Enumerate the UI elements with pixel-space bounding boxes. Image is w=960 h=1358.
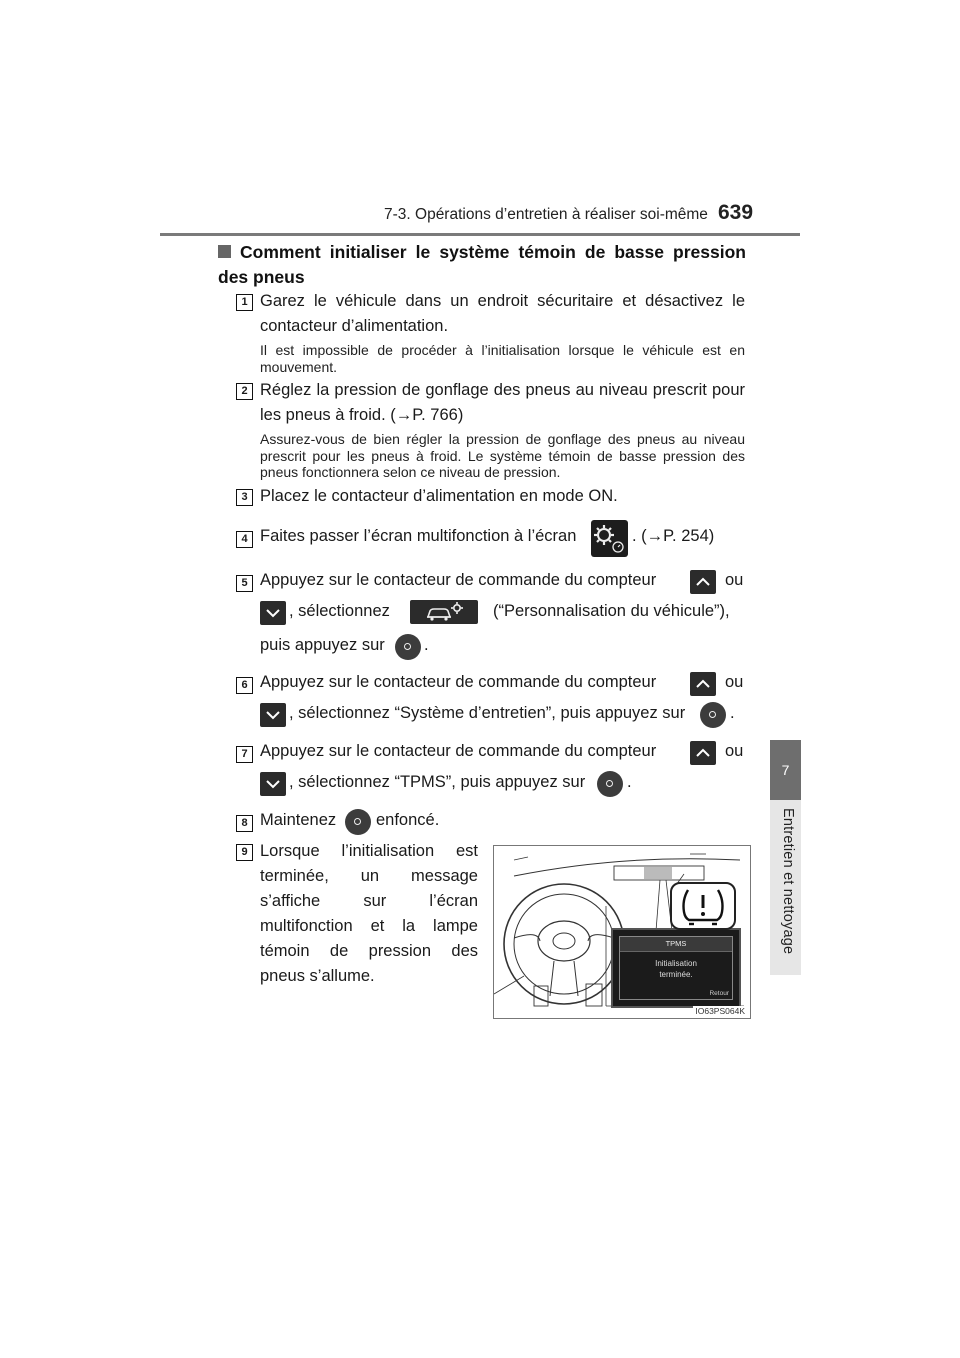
step-number: 4 [236, 531, 253, 548]
chevron-down-icon [260, 703, 286, 727]
gear-screen-icon [591, 520, 628, 557]
display-frame [619, 936, 733, 1000]
step-text: , sélectionnez “TPMS”, puis appuyez sur [289, 773, 586, 791]
step-text: Placez le contacteur d’alimentation en mode ON. [260, 487, 618, 505]
step-text: Maintenez [260, 811, 337, 829]
chevron-down-icon [260, 772, 286, 796]
step-text: Garez le véhicule dans un endroit sécuritaire et désactivez le contacteur d’alimentation. [260, 292, 745, 335]
chapter-tab: 7 [770, 740, 801, 800]
or-word: ou [725, 742, 744, 760]
step-number: 8 [236, 815, 253, 832]
step-number: 5 [236, 575, 253, 592]
chevron-up-icon [690, 741, 716, 765]
or-word: ou [725, 673, 744, 691]
step-text: (“Personnalisation du véhicule”), [493, 602, 730, 620]
step-text-end: . [627, 773, 632, 791]
step-note: Il est impossible de procéder à l’initialisation lorsque le véhicule est en mouvement. [260, 342, 745, 375]
running-head: 7-3. Opérations d’entretien à réaliser soi-même [384, 206, 708, 223]
step-text: Appuyez sur le contacteur de commande du compteur [260, 742, 657, 760]
ok-button-icon [597, 771, 623, 797]
display-title: TPMS [620, 937, 732, 952]
figure-code: IO63PS064K [695, 1006, 745, 1016]
step-text-end: enfoncé. [376, 811, 440, 829]
step-text-end: . (→P. 254) [632, 527, 715, 545]
step-text: puis appuyez sur [260, 636, 385, 654]
display-back-label: Retour [709, 990, 729, 997]
step-text-end: . [730, 704, 735, 722]
vehicle-gear-icon [410, 600, 478, 624]
or-word: ou [725, 571, 744, 589]
step-text: Lorsque l’initialisation est terminée, un message s’affiche sur l’écran multifonction et la lampe témoin de pression des pneus s’allume. [260, 842, 478, 985]
step-number: 9 [236, 844, 253, 861]
ok-button-icon [395, 634, 421, 660]
dashboard-illustration [493, 845, 751, 1019]
step-text: , sélectionnez [289, 602, 390, 620]
step-text: Faites passer l’écran multifonction à l’écran [260, 527, 577, 545]
step-text: , sélectionnez “Système d’entretien”, puis appuyez sur [289, 704, 686, 722]
step-text: Réglez la pression de gonflage des pneus au niveau prescrit pour les pneus à froid. (→P. 766) [260, 381, 745, 424]
chevron-up-icon [690, 672, 716, 696]
step-number: 3 [236, 489, 253, 506]
step-text-end: . [424, 636, 429, 654]
step-number: 2 [236, 383, 253, 400]
ok-button-icon [700, 702, 726, 728]
page-number: 639 [718, 201, 754, 224]
step-text: Appuyez sur le contacteur de commande du compteur [260, 673, 657, 691]
multi-info-display [611, 928, 741, 1008]
tpms-warning-icon [670, 882, 736, 930]
chevron-down-icon [260, 601, 286, 625]
ok-button-icon [345, 809, 371, 835]
chapter-title: Entretien et nettoyage [780, 808, 796, 955]
step-number: 1 [236, 294, 253, 311]
display-message-line1: Initialisation [655, 959, 697, 968]
step-number: 7 [236, 746, 253, 763]
header-rule [160, 233, 800, 236]
chevron-up-icon [690, 570, 716, 594]
step-note: Assurez-vous de bien régler la pression de gonflage des pneus au niveau prescrit pour les pneus à froid. Le système témoin de basse pression des pneus fonctionnera selon ce niveau de pression. [260, 431, 745, 480]
section-heading-text: Comment initialiser le système témoin de basse pression des pneus [218, 242, 746, 287]
step-number: 6 [236, 677, 253, 694]
section-heading [218, 240, 746, 290]
heading-square-icon [218, 245, 231, 258]
step-text: Appuyez sur le contacteur de commande du compteur [260, 571, 657, 589]
display-message-line2: terminée. [659, 970, 693, 979]
